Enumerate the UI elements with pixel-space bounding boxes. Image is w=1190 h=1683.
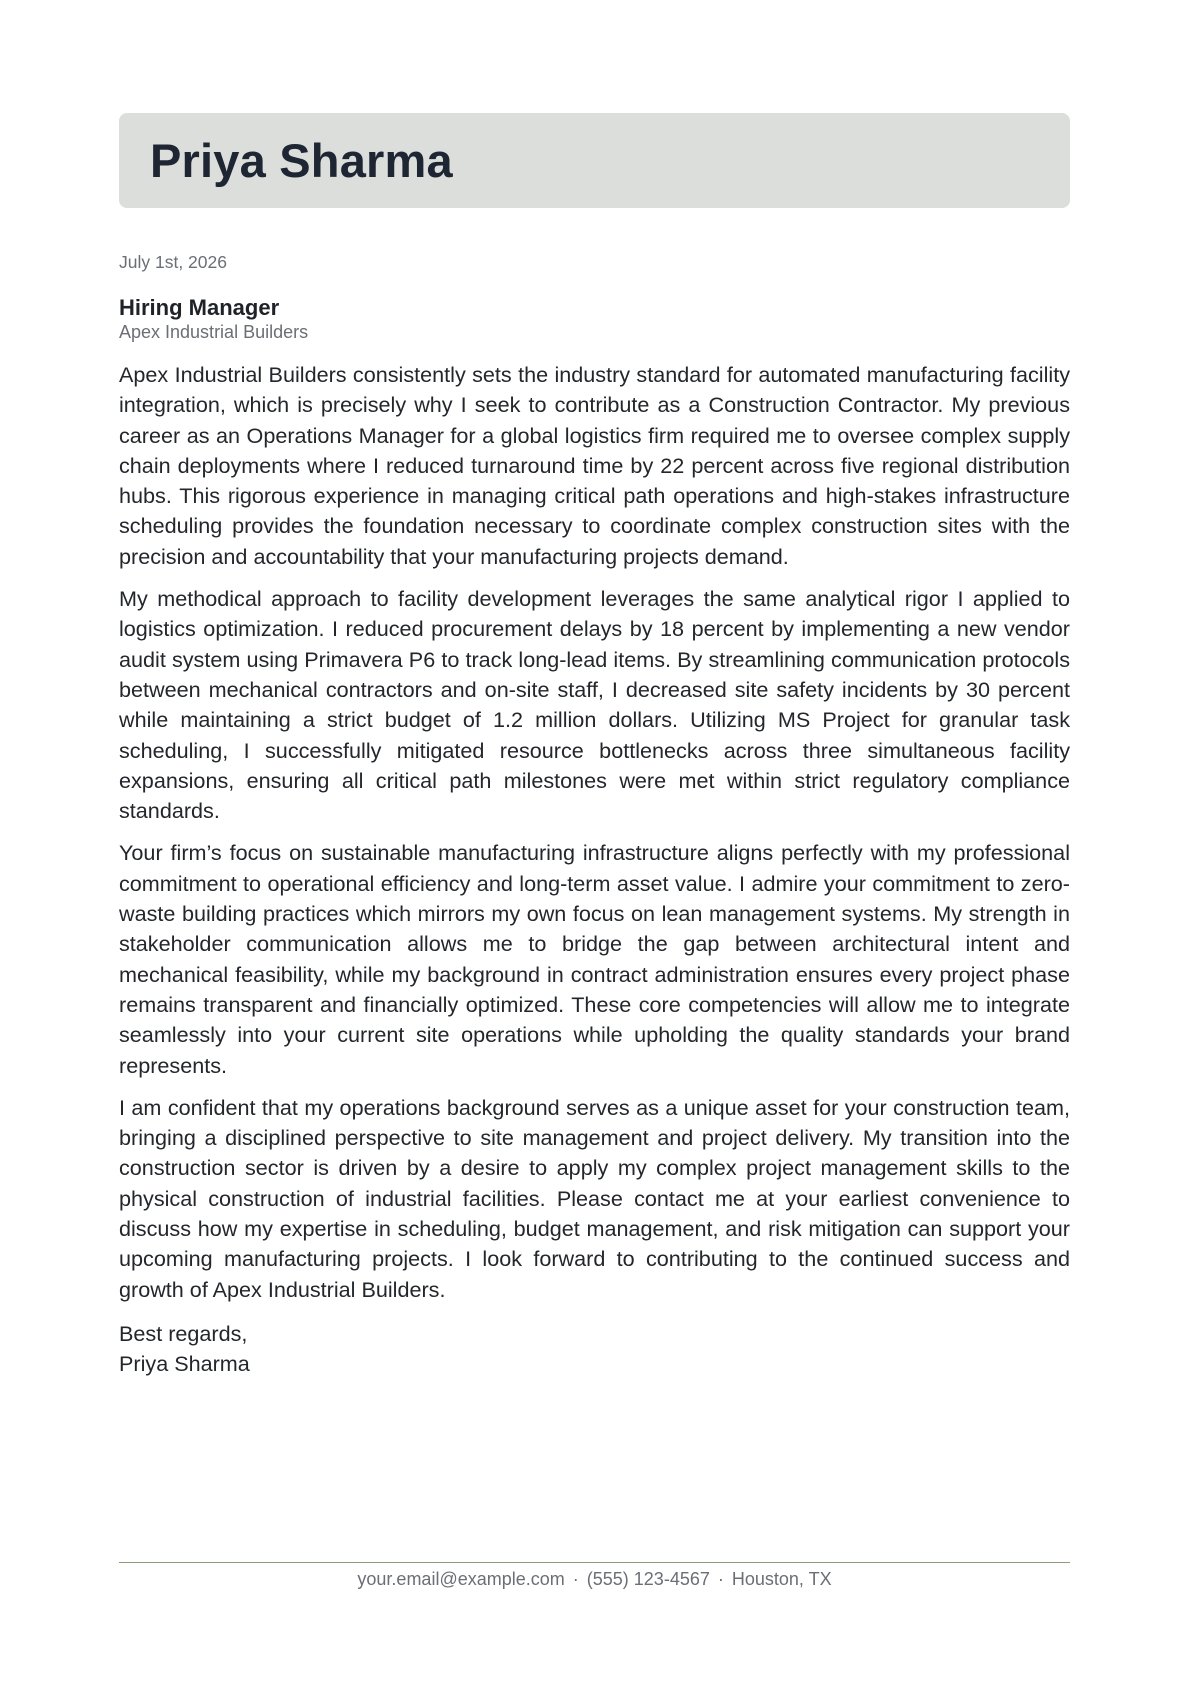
contact-email[interactable]: your.email@example.com — [357, 1569, 565, 1589]
separator: · — [717, 1569, 724, 1589]
signature-name: Priya Sharma — [119, 1351, 250, 1377]
footer-divider — [119, 1562, 1070, 1563]
cover-letter — [119, 113, 1070, 1380]
recipient-block — [119, 295, 1070, 343]
contact-phone[interactable]: (555) 123-4567 — [586, 1569, 710, 1589]
header-band — [119, 113, 1070, 208]
recipient-title: Hiring Manager — [119, 295, 280, 320]
closing-block — [119, 1319, 1070, 1380]
paragraph-3: Your firm’s focus on sustainable manufacturing infrastructure aligns perfectly with my professional commitment to operational efficiency and long-term asset value. I admire your commitment to zero-waste building practices which mirrors my own focus on lean management systems. My strength in stakeholder communication allows me to bridge the gap between architectural intent and mechanical feasibility, while my background in contract administration ensures every project phase remains transparent and financially optimized. These core competencies will allow me to integrate seamlessly into your current site operations while upholding the quality standards your brand represents. — [119, 840, 1070, 1078]
separator: · — [572, 1569, 579, 1589]
paragraph-4: I am confident that my operations background serves as a unique asset for your construction team, bringing a disciplined perspective to site management and project delivery. My transition into the construction sector is driven by a desire to apply my complex project management skills to the physical construction of industrial facilities. Please contact me at your earliest convenience to discuss how my expertise in scheduling, budget management, and risk mitigation can support your upcoming manufacturing projects. I look forward to contributing to the continued success and growth of Apex Industrial Builders. — [119, 1094, 1070, 1302]
paragraph-2: My methodical approach to facility development leverages the same analytical rigor I applied to logistics optimization. I reduced procurement delays by 18 percent by implementing a new vendor audit system using Primavera P6 to track long-lead items. By streamlining communication protocols between mechanical contractors and on-site staff, I decreased site safety incidents by 30 percent while maintaining a strict budget of 1.2 million dollars. Utilizing MS Project for granular task scheduling, I successfully mitigated resource bottlenecks across three simultaneous facility expansions, ensuring all critical path milestones were met within strict regulatory compliance standards. — [119, 586, 1070, 824]
closing-phrase: Best regards, — [119, 1320, 248, 1346]
applicant-name: Priya Sharma — [150, 134, 453, 187]
paragraph-1: Apex Industrial Builders consistently sets the industry standard for automated manufacturing facility integration, which is precisely why I seek to contribute as a Construction Contractor. My previous career as an Operations Manager for a global logistics firm required me to oversee complex supply chain deployments where I reduced turnaround time by 22 percent across five regional distribution hubs. This rigorous experience in managing critical path operations and high-stakes infrastructure scheduling provides the foundation necessary to coordinate complex construction sites with the precision and accountability that your manufacturing projects demand. — [119, 362, 1070, 569]
recipient-company: Apex Industrial Builders — [119, 322, 309, 342]
letter-body — [119, 360, 1070, 1305]
footer — [119, 1562, 1070, 1590]
contact-location: Houston, TX — [731, 1569, 832, 1589]
contact-line — [119, 1569, 1070, 1590]
letter-date: July 1st, 2026 — [119, 252, 227, 272]
